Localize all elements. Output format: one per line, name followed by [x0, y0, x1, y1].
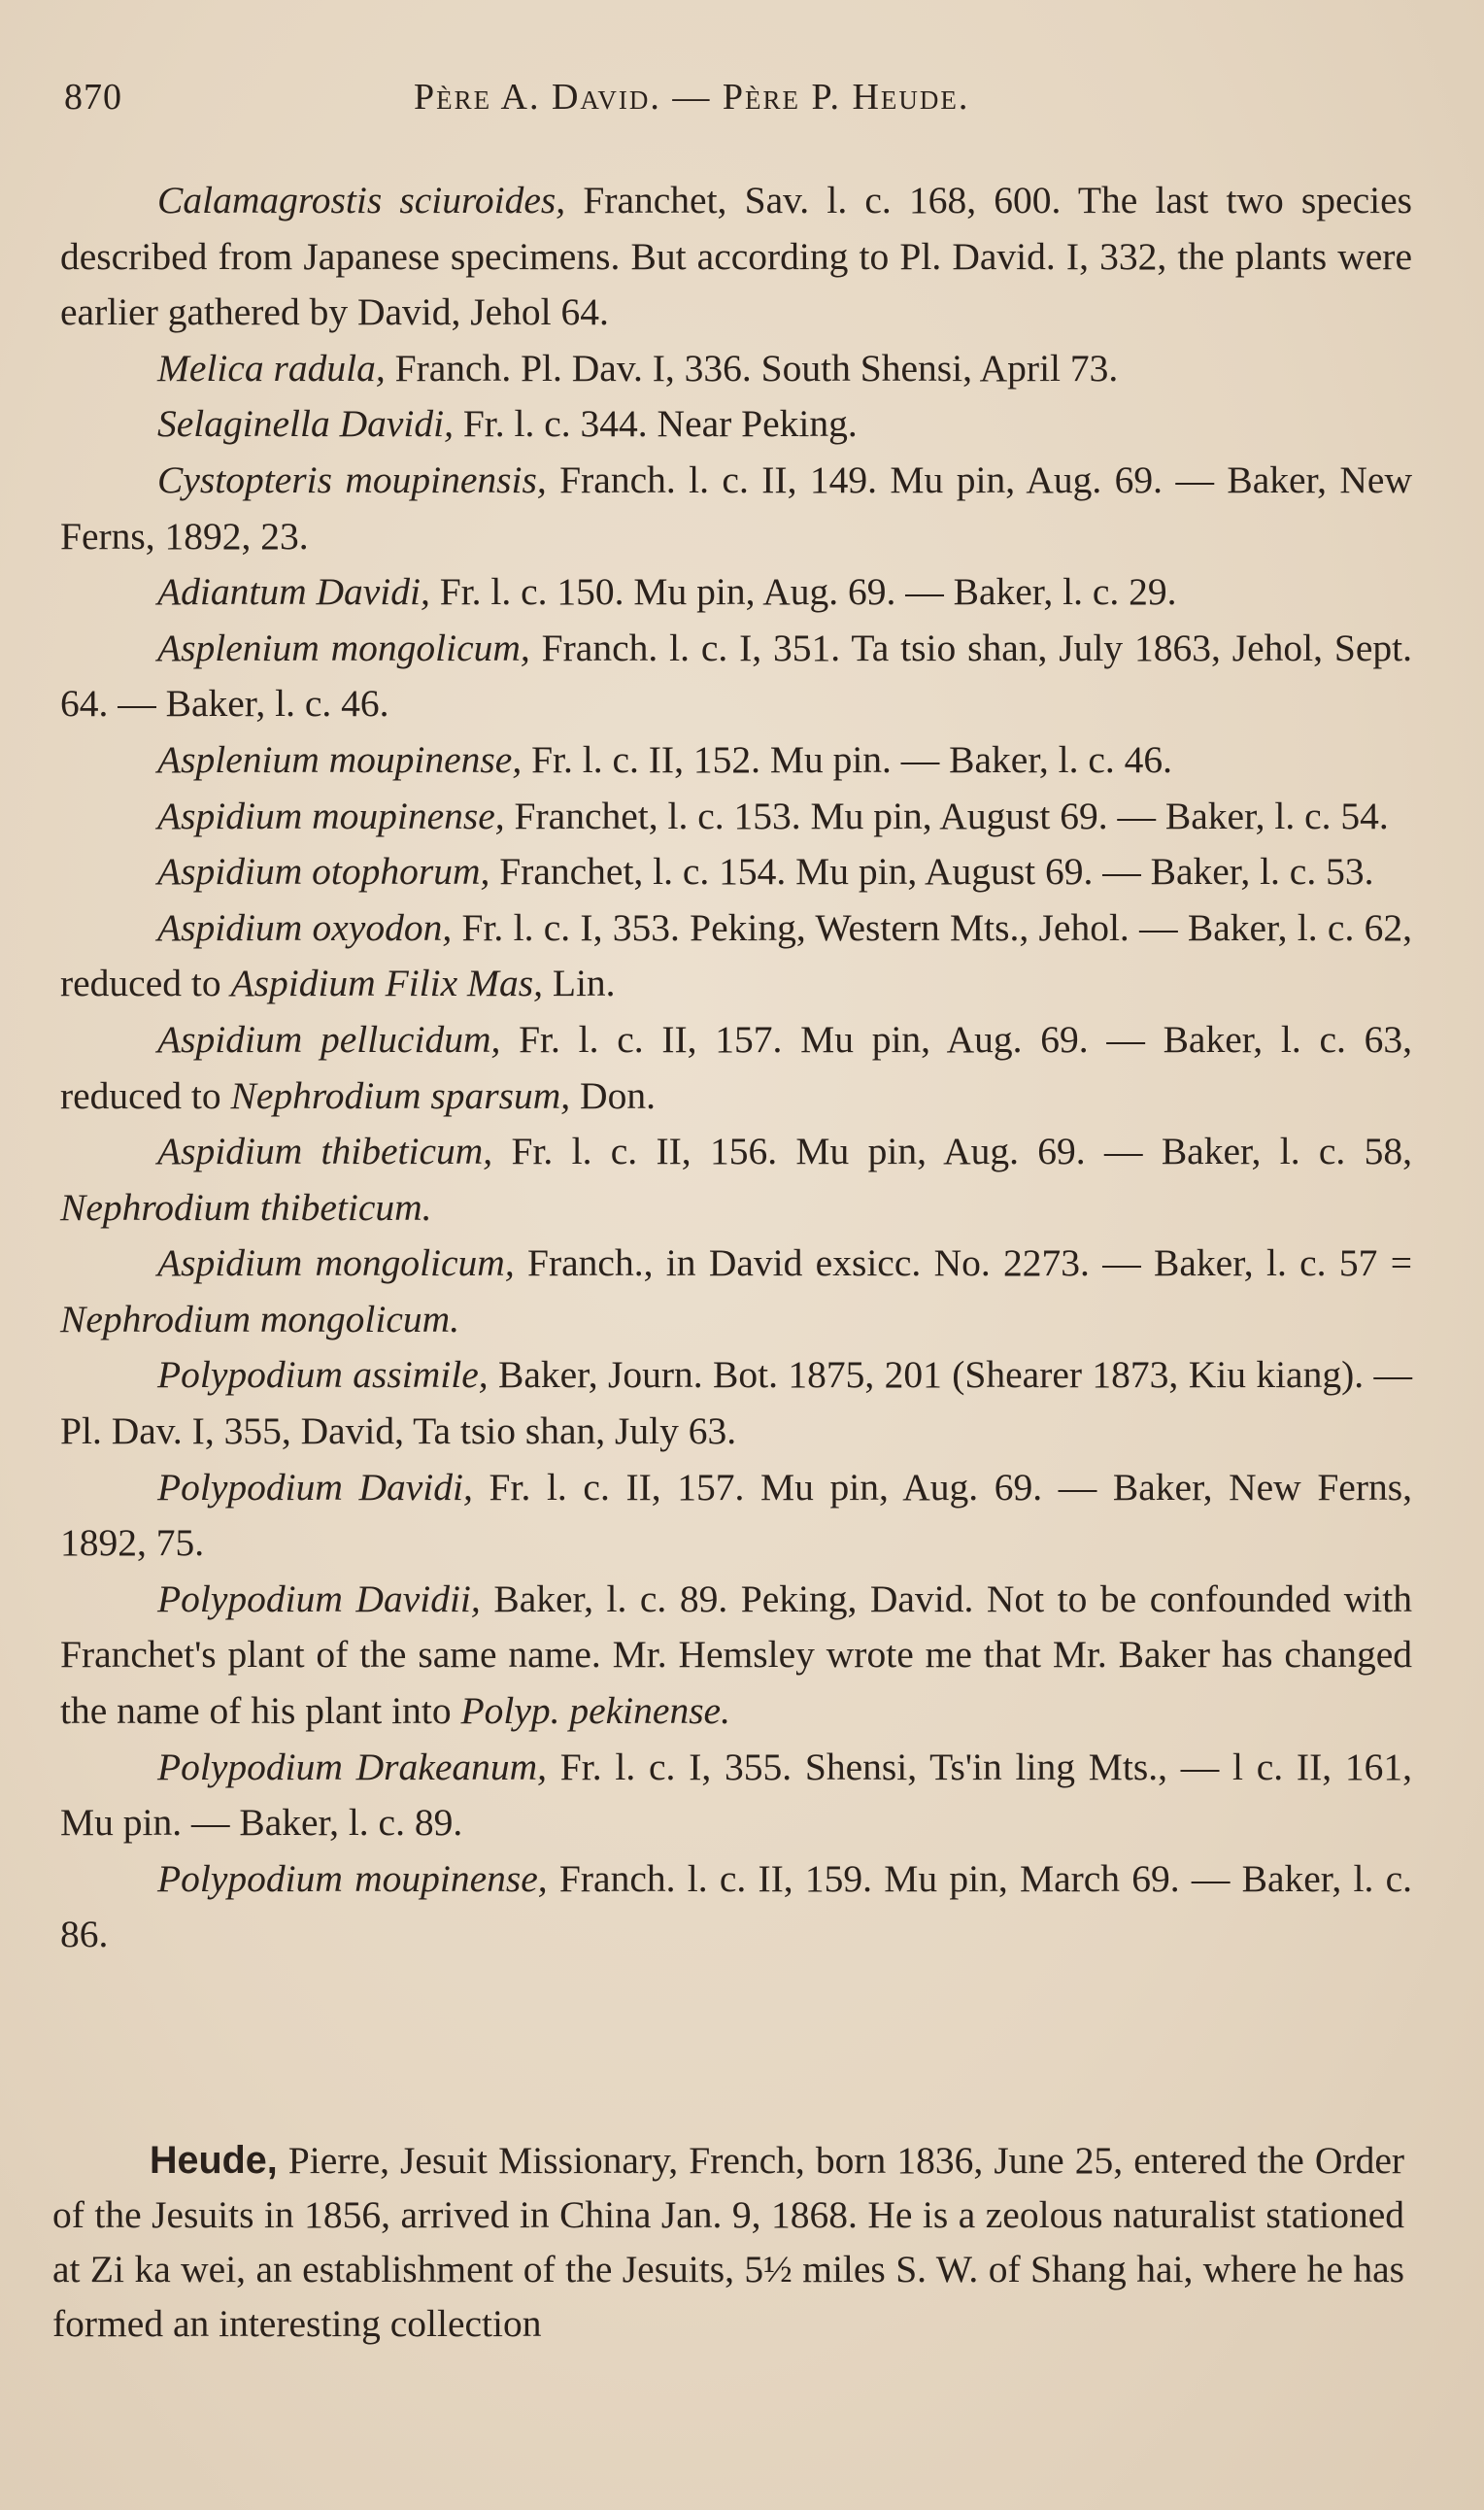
species-name: Polypodium Davidi, [157, 1465, 473, 1509]
species-name: Adiantum Davidi, [157, 570, 430, 614]
species-name: Polypodium Davidii, [157, 1577, 481, 1620]
species-entry [60, 341, 1412, 397]
species-name: Polypodium moupinense, [157, 1856, 548, 1900]
species-entry [60, 621, 1412, 732]
species-name: Polypodium Drakeanum, [157, 1745, 548, 1788]
synonym-name: Nephrodium thibeticum. [60, 1185, 432, 1229]
biography-name: Heude, [150, 2139, 278, 2182]
page-header [64, 76, 1404, 134]
entry-text: Fr. l. c. II, 157. Mu pin, Aug. 69. — Baker, New Ferns, 1892, 75. [60, 1465, 1412, 1565]
species-name: Aspidium oxyodon, [157, 905, 453, 949]
species-entry [60, 844, 1412, 900]
species-list [60, 173, 1412, 1963]
species-name: Asplenium mongolicum, [157, 626, 530, 669]
entry-text: Fr. l. c. I, 353. Peking, Western Mts., Jehol. — Baker, l. c. 62, reduced to [60, 905, 1412, 1005]
entry-tail: Don. [570, 1073, 656, 1117]
biography-paragraph [52, 2133, 1404, 2351]
species-name: Melica radula, [157, 346, 386, 390]
entry-text: Fr. l. c. II, 152. Mu pin. — Baker, l. c. 46. [522, 737, 1173, 781]
page-number: 870 [64, 77, 122, 118]
entry-text: Franchet, Sav. l. c. 168, 600. The last two species described from Japanese specimens. But according to Pl. David. I, 332, the plants were earlier gathered by David, Jehol 64. [60, 179, 1413, 334]
species-entry [60, 173, 1412, 341]
entry-text: Fr. l. c. II, 157. Mu pin, Aug. 69. — Baker, l. c. 63, reduced to [60, 1017, 1412, 1117]
species-name: Calamagrostis sciuroides, [157, 179, 566, 221]
species-entry [60, 1012, 1412, 1124]
entry-text: Fr. l. c. II, 156. Mu pin, Aug. 69. — Baker, l. c. 58, [492, 1130, 1412, 1173]
entry-text: Franch. Pl. Dav. I, 336. South Shensi, April 73. [385, 346, 1119, 390]
species-name: Aspidium mongolicum, [157, 1241, 515, 1285]
species-name: Polypodium assimile, [157, 1353, 489, 1397]
species-entry [60, 1460, 1412, 1572]
species-entry [60, 1851, 1412, 1963]
entry-text: Baker, Journ. Bot. 1875, 201 (Shearer 1873, Kiu kiang). — Pl. Dav. I, 355, David, Ta tsio shan, July 63. [60, 1353, 1413, 1453]
species-entry [60, 396, 1412, 453]
species-entry [60, 1572, 1412, 1740]
species-entry [60, 564, 1412, 621]
species-name: Aspidium thibeticum, [157, 1130, 493, 1173]
entry-text: Fr. l. c. I, 355. Shensi, Ts'in ling Mts., — l c. II, 161, Mu pin. — Baker, l. c. 89. [60, 1745, 1412, 1845]
entry-text: Franch., in David exsicc. No. 2273. — Baker, l. c. 57 = [514, 1241, 1412, 1285]
species-entry [60, 1740, 1412, 1851]
entry-text: Franch. l. c. I, 351. Ta tsio shan, July 1863, Jehol, Sept. 64. — Baker, l. c. 46. [60, 626, 1412, 726]
entry-text: Baker, l. c. 89. Peking, David. Not to be confounded with Franchet's plant of the same name. Mr. Hemsley wrote me that Mr. Baker has changed the name of his plant into [60, 1577, 1412, 1733]
species-name: Aspidium pellucidum, [157, 1017, 501, 1061]
biography-section [52, 2133, 1404, 2351]
species-name: Selaginella Davidi, [157, 402, 454, 446]
entry-text: Franch. l. c. II, 149. Mu pin, Aug. 69. — Baker, New Ferns, 1892, 23. [60, 458, 1412, 558]
species-entry [60, 453, 1412, 564]
entry-text: Fr. l. c. 344. Near Peking. [453, 402, 858, 446]
species-entry [60, 789, 1412, 845]
species-entry [60, 900, 1412, 1012]
entry-text: Franchet, l. c. 153. Mu pin, August 69. — Baker, l. c. 54. [504, 794, 1389, 837]
entry-tail: Lin. [542, 962, 616, 1005]
synonym-name: Nephrodium mongolicum. [60, 1297, 460, 1340]
synonym-name: Nephrodium sparsum, [230, 1073, 571, 1117]
entry-text: Fr. l. c. 150. Mu pin, Aug. 69. — Baker, l. c. 29. [429, 570, 1177, 614]
species-name: Aspidium moupinense, [157, 794, 505, 837]
entry-text: Franch. l. c. II, 159. Mu pin, March 69. — Baker, l. c. 86. [60, 1856, 1412, 1956]
species-name: Cystopteris moupinensis, [157, 458, 547, 501]
entry-text: Franchet, l. c. 154. Mu pin, August 69. — Baker, l. c. 53. [489, 850, 1374, 894]
biography-text: Pierre, Jesuit Missionary, French, born 1836, June 25, entered the Order of the Jesuits in 1856, arrived in China Jan. 9, 1868. He is a zeolous naturalist stationed at Zi ka wei, an establishment of the Jesuits, 5½ miles S. W. of Shang hai, where he has formed an interesting collection [52, 2139, 1404, 2345]
species-entry [60, 732, 1412, 789]
synonym-name: Polyp. pekinense. [460, 1689, 730, 1733]
species-entry [60, 1124, 1412, 1236]
species-entry [60, 1236, 1412, 1347]
synonym-name: Aspidium Filix Mas, [230, 962, 543, 1005]
species-name: Aspidium otophorum, [157, 850, 490, 894]
species-name: Asplenium moupinense, [157, 737, 523, 781]
running-head: Père A. David. — Père P. Heude. [414, 77, 970, 118]
species-entry [60, 1347, 1412, 1459]
